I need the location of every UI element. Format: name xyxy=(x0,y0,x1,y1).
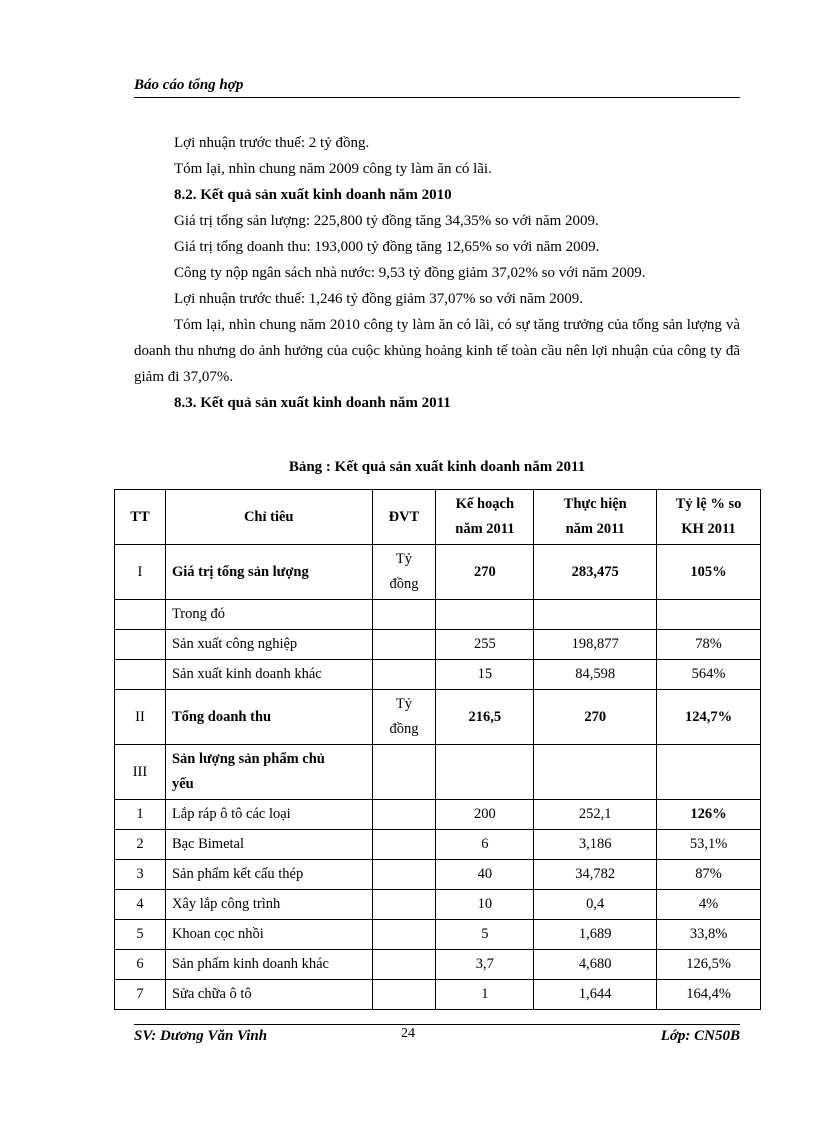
cell-ty-le: 87% xyxy=(657,860,761,890)
cell-dvt xyxy=(372,920,436,950)
cell-thuc-hien: 0,4 xyxy=(534,890,657,920)
document-body xyxy=(134,130,740,416)
paragraph-output-2010: Giá trị tổng sản lượng: 225,800 tỷ đồng tăng 34,35% so với năm 2009. xyxy=(174,213,599,229)
cell-thuc-hien xyxy=(534,600,657,630)
cell-thuc-hien: 252,1 xyxy=(534,800,657,830)
heading-8-3: 8.3. Kết quả sản xuất kinh doanh năm 2011 xyxy=(174,395,451,411)
table-row xyxy=(115,920,761,950)
cell-ke-hoach: 40 xyxy=(436,860,534,890)
page-header: Báo cáo tổng hợp xyxy=(134,77,740,98)
paragraph-summary-2009: Tóm lại, nhìn chung năm 2009 công ty làm ăn có lãi. xyxy=(174,161,492,177)
cell-tt xyxy=(115,600,166,630)
header-tt: TT xyxy=(115,490,166,545)
cell-tt: 6 xyxy=(115,950,166,980)
cell-ke-hoach: 3,7 xyxy=(436,950,534,980)
cell-dvt xyxy=(372,660,436,690)
table-row xyxy=(115,630,761,660)
cell-thuc-hien xyxy=(534,745,657,800)
table-caption: Bảng : Kết quả sản xuất kinh doanh năm 2011 xyxy=(288,459,586,475)
table-header-row xyxy=(115,490,761,545)
table-row xyxy=(115,690,761,745)
cell-ty-le: 164,4% xyxy=(657,980,761,1010)
heading-8-2: 8.2. Kết quả sản xuất kinh doanh năm 2010 xyxy=(174,187,452,203)
cell-tt: I xyxy=(115,545,166,600)
cell-chi-tieu: Giá trị tổng sản lượng xyxy=(165,545,372,600)
cell-chi-tieu: Sản phẩm kết cấu thép xyxy=(165,860,372,890)
cell-dvt: Tỷ đồng xyxy=(372,690,436,745)
cell-tt: 3 xyxy=(115,860,166,890)
table-row xyxy=(115,950,761,980)
cell-thuc-hien: 198,877 xyxy=(534,630,657,660)
header-dvt: ĐVT xyxy=(372,490,436,545)
cell-thuc-hien: 1,689 xyxy=(534,920,657,950)
cell-dvt xyxy=(372,600,436,630)
cell-dvt xyxy=(372,830,436,860)
cell-ke-hoach: 15 xyxy=(436,660,534,690)
cell-chi-tieu: Tổng doanh thu xyxy=(165,690,372,745)
cell-ty-le: 564% xyxy=(657,660,761,690)
table-row xyxy=(115,980,761,1010)
cell-tt: 2 xyxy=(115,830,166,860)
table-row xyxy=(115,800,761,830)
cell-ke-hoach: 1 xyxy=(436,980,534,1010)
cell-chi-tieu: Sửa chữa ô tô xyxy=(165,980,372,1010)
cell-chi-tieu: Khoan cọc nhồi xyxy=(165,920,372,950)
cell-tt: III xyxy=(115,745,166,800)
paragraph-profit-2009: Lợi nhuận trước thuế: 2 tỷ đồng. xyxy=(174,135,370,151)
header-ty-le: Tỷ lệ % so KH 2011 xyxy=(657,490,761,545)
footer-student: SV: Dương Văn Vinh xyxy=(134,1028,268,1044)
cell-ty-le: 4% xyxy=(657,890,761,920)
cell-tt xyxy=(115,660,166,690)
header-thuc-hien: Thực hiện năm 2011 xyxy=(534,490,657,545)
cell-ty-le: 33,8% xyxy=(657,920,761,950)
cell-dvt xyxy=(372,860,436,890)
cell-thuc-hien: 34,782 xyxy=(534,860,657,890)
cell-tt xyxy=(115,630,166,660)
table-row xyxy=(115,600,761,630)
cell-ty-le: 124,7% xyxy=(657,690,761,745)
cell-tt: II xyxy=(115,690,166,745)
cell-chi-tieu: Sản xuất công nghiệp xyxy=(165,630,372,660)
cell-thuc-hien: 283,475 xyxy=(534,545,657,600)
cell-ke-hoach: 5 xyxy=(436,920,534,950)
table-row xyxy=(115,745,761,800)
paragraph-budget-2010: Công ty nộp ngân sách nhà nước: 9,53 tỷ đồng giảm 37,02% so với năm 2009. xyxy=(174,265,646,281)
cell-chi-tieu: Xây lắp công trình xyxy=(165,890,372,920)
cell-ty-le: 78% xyxy=(657,630,761,660)
header-chi-tieu: Chỉ tiêu xyxy=(165,490,372,545)
cell-chi-tieu: Bạc Bimetal xyxy=(165,830,372,860)
cell-dvt: Tỷ đồng xyxy=(372,545,436,600)
cell-ty-le xyxy=(657,600,761,630)
cell-thuc-hien: 4,680 xyxy=(534,950,657,980)
cell-thuc-hien: 1,644 xyxy=(534,980,657,1010)
table-row xyxy=(115,860,761,890)
cell-chi-tieu: Trong đó xyxy=(165,600,372,630)
cell-thuc-hien: 84,598 xyxy=(534,660,657,690)
table-row xyxy=(115,830,761,860)
cell-ty-le: 53,1% xyxy=(657,830,761,860)
cell-thuc-hien: 270 xyxy=(534,690,657,745)
cell-chi-tieu: Sản phẩm kinh doanh khác xyxy=(165,950,372,980)
cell-ty-le xyxy=(657,745,761,800)
results-table-2011 xyxy=(114,489,761,1010)
table-row xyxy=(115,660,761,690)
cell-chi-tieu: Sản lượng sản phẩm chủ yếu xyxy=(165,745,372,800)
table-row xyxy=(115,545,761,600)
cell-ke-hoach xyxy=(436,745,534,800)
cell-dvt xyxy=(372,800,436,830)
cell-ty-le: 126% xyxy=(657,800,761,830)
cell-thuc-hien: 3,186 xyxy=(534,830,657,860)
cell-ke-hoach: 270 xyxy=(436,545,534,600)
cell-ke-hoach: 255 xyxy=(436,630,534,660)
cell-dvt xyxy=(372,950,436,980)
page-number: 24 xyxy=(401,1026,415,1041)
paragraph-profit-2010: Lợi nhuận trước thuế: 1,246 tỷ đồng giảm 37,07% so với năm 2009. xyxy=(174,291,583,307)
cell-dvt xyxy=(372,980,436,1010)
cell-ke-hoach: 216,5 xyxy=(436,690,534,745)
cell-chi-tieu: Sản xuất kinh doanh khác xyxy=(165,660,372,690)
cell-tt: 7 xyxy=(115,980,166,1010)
footer-class: Lớp: CN50B xyxy=(660,1028,740,1044)
paragraph-revenue-2010: Giá trị tổng doanh thu: 193,000 tỷ đồng tăng 12,65% so với năm 2009. xyxy=(174,239,600,255)
paragraph-summary-2010: Tóm lại, nhìn chung năm 2010 công ty làm ăn có lãi, có sự tăng trưởng của tổng sản lượng và doanh thu nhưng do ảnh hưởng của cuộc khủng hoảng kinh tế toàn cầu nên lợi nhuận của công ty đã giảm đi 37,07%. xyxy=(134,317,740,385)
table-row xyxy=(115,890,761,920)
cell-dvt xyxy=(372,745,436,800)
cell-ke-hoach: 200 xyxy=(436,800,534,830)
cell-ke-hoach: 10 xyxy=(436,890,534,920)
cell-tt: 4 xyxy=(115,890,166,920)
cell-chi-tieu: Lắp ráp ô tô các loại xyxy=(165,800,372,830)
cell-dvt xyxy=(372,890,436,920)
cell-tt: 5 xyxy=(115,920,166,950)
cell-tt: 1 xyxy=(115,800,166,830)
cell-ke-hoach xyxy=(436,600,534,630)
footer-divider xyxy=(134,1024,740,1025)
cell-ke-hoach: 6 xyxy=(436,830,534,860)
header-ke-hoach: Kế hoạch năm 2011 xyxy=(436,490,534,545)
cell-ty-le: 126,5% xyxy=(657,950,761,980)
cell-ty-le: 105% xyxy=(657,545,761,600)
cell-dvt xyxy=(372,630,436,660)
